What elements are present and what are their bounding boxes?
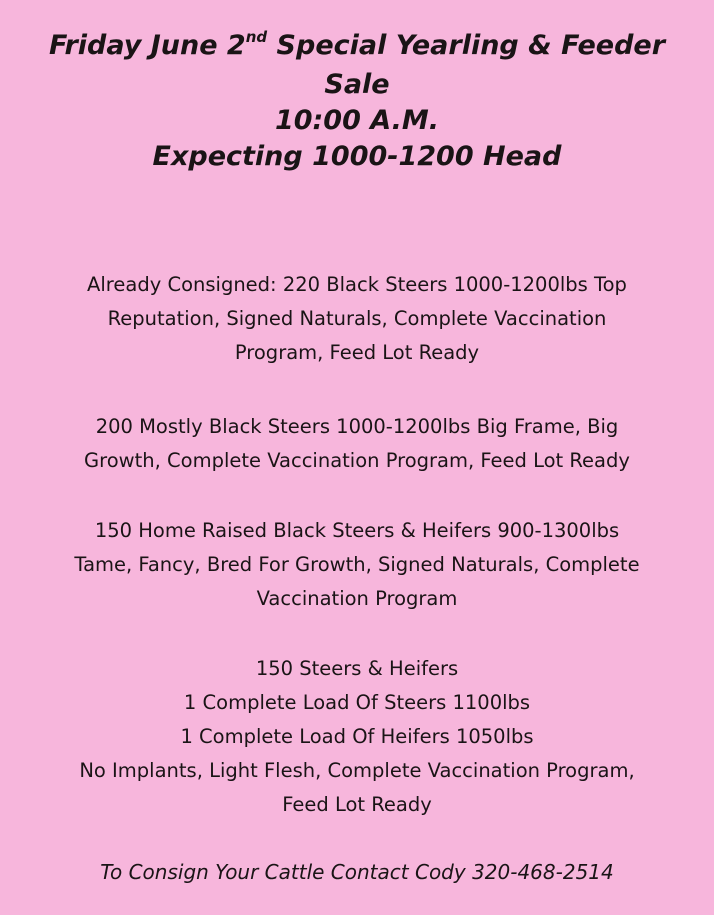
lot-description: [20, 652, 694, 822]
lot-line: Feed Lot Ready: [282, 793, 432, 816]
lot-line: Tame, Fancy, Bred For Growth, Signed Naturals, Complete: [74, 553, 640, 576]
title-line-2: Sale: [324, 69, 390, 100]
title-suffix: Special Yearling & Feeder: [267, 30, 666, 61]
lot-line: 1 Complete Load Of Heifers 1050lbs: [180, 725, 534, 748]
lot-line: Program, Feed Lot Ready: [234, 341, 480, 364]
lot-line: 150 Home Raised Black Steers & Heifers 900-1300lbs: [94, 519, 620, 542]
lot-description: [20, 410, 694, 478]
lot-description: [20, 268, 694, 370]
lot-line: 200 Mostly Black Steers 1000-1200lbs Big Frame, Big: [95, 415, 619, 438]
lot-line: Vaccination Program: [256, 587, 458, 610]
lot-line: Growth, Complete Vaccination Program, Feed Lot Ready: [84, 449, 630, 472]
lot-line: Reputation, Signed Naturals, Complete Vaccination: [107, 307, 607, 330]
lot-line: No Implants, Light Flesh, Complete Vaccination Program,: [79, 759, 635, 782]
lot-description: [20, 514, 694, 616]
title-line-1: [0, 28, 714, 67]
lot-line: Already Consigned: 220 Black Steers 1000-1200lbs Top: [87, 273, 627, 296]
title-prefix: Friday June 2: [48, 30, 246, 61]
contact-line: To Consign Your Cattle Contact Cody 320-468-2514: [100, 860, 614, 884]
expected-head-count: Expecting 1000-1200 Head: [152, 141, 562, 172]
lot-line: 1 Complete Load Of Steers 1100lbs: [183, 691, 531, 714]
lot-line: 150 Steers & Heifers: [255, 657, 459, 680]
sale-time: 10:00 A.M.: [274, 105, 440, 136]
flyer-header: [0, 28, 714, 175]
title-ordinal-suffix: nd: [245, 28, 268, 46]
